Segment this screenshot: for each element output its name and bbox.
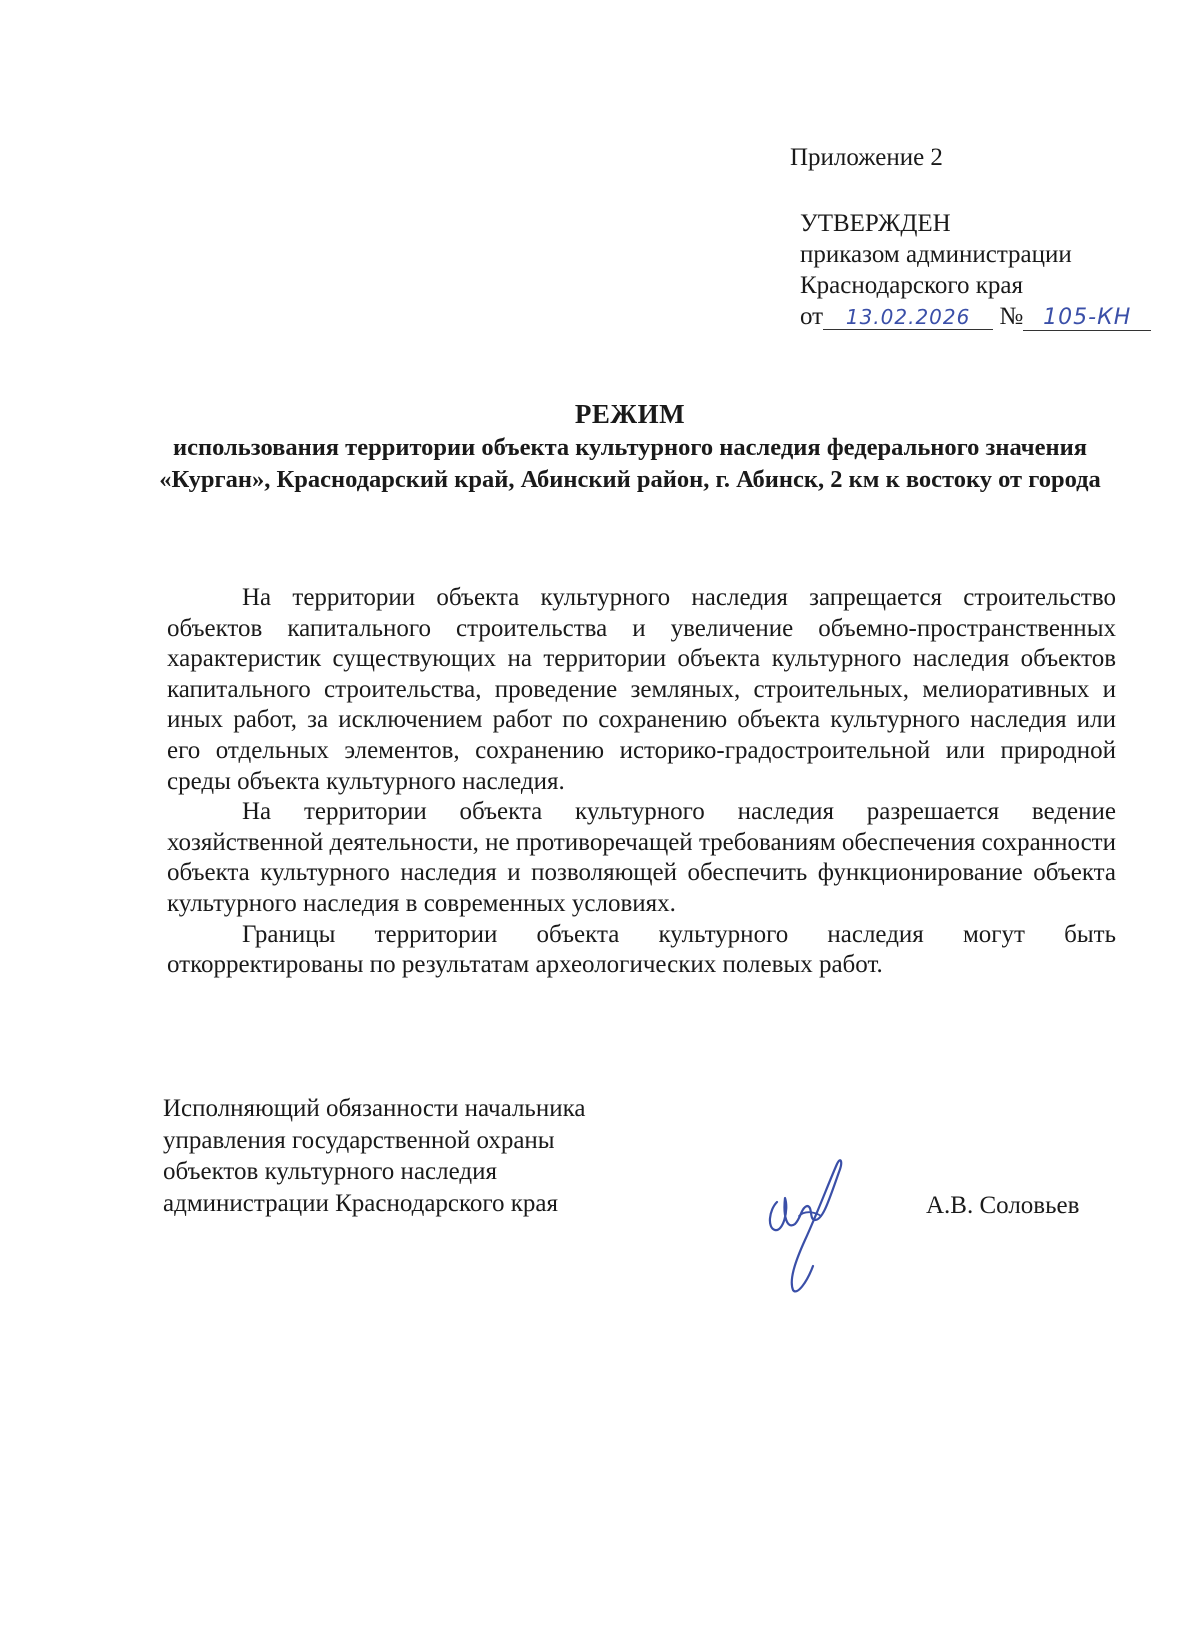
date-prefix: от <box>800 303 824 330</box>
appendix-label: Приложение 2 <box>790 144 943 171</box>
signatory-position <box>163 1093 585 1219</box>
body-paragraph-3: Границы территории объекта культурного наследия могут быть откорректированы по результатам археологических полевых работ. <box>167 920 1116 979</box>
approved-by-line1: приказом администрации <box>800 241 1072 268</box>
order-date-handwritten: 13.02.2026 <box>823 305 993 330</box>
order-date-number-line <box>800 301 1180 333</box>
document-title: РЕЖИМ <box>574 399 686 429</box>
document-subtitle: использования территории объекта культурного наследия федерального значения «Курган», Краснодарский край, Абинский район, г. Абинск, 2 км к востоку от города <box>159 434 1101 493</box>
approval-block <box>800 208 1180 333</box>
signer-name: А.В. Соловьев <box>926 1192 1080 1219</box>
position-line-1: Исполняющий обязанности начальника <box>163 1095 586 1122</box>
body-paragraph-2: На территории объекта культурного наследия разрешается ведение хозяйственной деятельности, не противоречащей требованиям обеспечения сохранности объекта культурного наследия и позволяющей обеспечить функционирование объекта культурного наследия в современных условиях. <box>167 798 1116 917</box>
number-prefix: № <box>999 303 1024 330</box>
approved-by-line2: Краснодарского края <box>800 272 1023 299</box>
order-number-handwritten: 105-КН <box>1023 306 1151 331</box>
position-line-3: объектов культурного наследия <box>163 1158 497 1185</box>
position-line-2: управления государственной охраны <box>163 1126 555 1154</box>
document-body <box>167 583 1116 981</box>
document-title-block <box>130 396 1130 496</box>
body-paragraph-1: На территории объекта культурного наследия запрещается строительство объектов капитального строительства и увеличение объемно-пространственных характеристик существующих на территории объекта культурного наследия объектов капитального строительства, проведение земляных, строительных, мелиоративных и иных работ, за исключением работ по сохранению объекта культурного наследия или его отдельных элементов, сохранению историко-градостроительной или природной среды объекта культурного наследия. <box>167 584 1116 795</box>
handwritten-signature <box>755 1150 865 1300</box>
position-line-4: администрации Краснодарского края <box>163 1189 559 1217</box>
approved-title: УТВЕРЖДЕН <box>800 210 951 237</box>
